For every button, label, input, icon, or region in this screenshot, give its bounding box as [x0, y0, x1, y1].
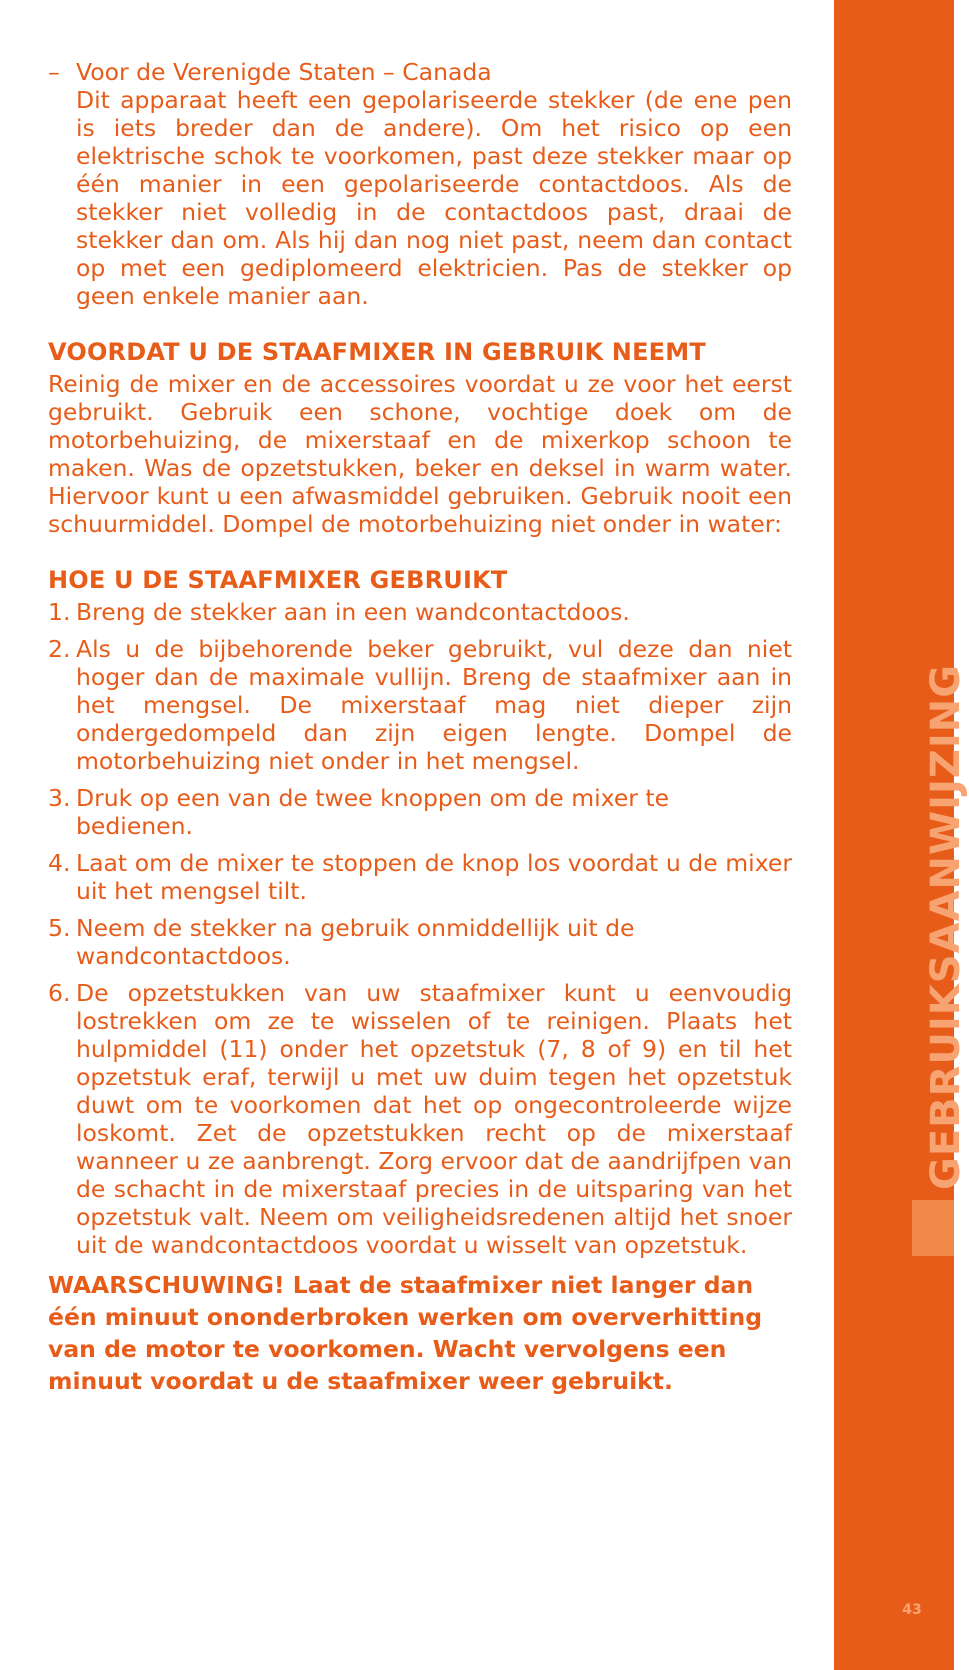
intro-heading: Voor de Verenigde Staten – Canada: [76, 58, 492, 86]
sidebar-label: GEBRUIKSAANWIJZING: [923, 663, 969, 1190]
list-item-text: Laat om de mixer te stoppen de knop los voordat u de mixer uit het mengsel tilt.: [76, 849, 792, 905]
page-content: [48, 58, 792, 1397]
list-item: [48, 784, 792, 840]
section-before-use-heading: VOORDAT U DE STAAFMIXER IN GEBRUIK NEEMT: [48, 338, 706, 366]
warning-text: WAARSCHUWING! Laat de staafmixer niet langer dan één minuut ononderbroken werken om oververhitting van de motor te voorkomen. Wacht vervolgens een minuut voordat u de staafmixer weer gebruikt.: [48, 1271, 763, 1395]
list-item-number: 5.: [48, 914, 71, 942]
section-how-to-use: [48, 566, 792, 1259]
section-before-use: [48, 338, 792, 538]
list-item-number: 6.: [48, 979, 71, 1007]
list-item-number: 2.: [48, 635, 71, 663]
instructions-list: [48, 598, 792, 1259]
list-item-text: Breng de stekker aan in een wandcontactdoos.: [76, 598, 630, 626]
list-item: [48, 849, 792, 905]
list-item-number: 4.: [48, 849, 71, 877]
section-how-to-use-heading: HOE U DE STAAFMIXER GEBRUIKT: [48, 566, 508, 594]
sidebar-tab-marker: [912, 1200, 954, 1256]
list-item-number: 1.: [48, 598, 71, 626]
list-item-text: Als u de bijbehorende beker gebruikt, vul deze dan niet hoger dan de maximale vullijn. Breng de staafmixer aan in het mengsel. De mixerstaaf mag niet dieper zijn ondergedompeld dan zijn eigen lengte. Dompel de motorbehuizing niet onder in het mengsel.: [76, 635, 792, 775]
intro-dash: –: [48, 58, 60, 86]
sidebar-band: [834, 0, 969, 1670]
list-item-text: De opzetstukken van uw staafmixer kunt u eenvoudig lostrekken om ze te wisselen of te reinigen. Plaats het hulpmiddel (11) onder het opzetstuk (7, 8 of 9) en til het opzetstuk eraf, terwijl u met uw duim tegen het opzetstuk duwt om te voorkomen dat het op ongecontroleerde wijze loskomt. Zet de opzetstukken recht op de mixerstaaf wanneer u ze aanbrengt. Zorg ervoor dat de aandrijfpen van de schacht in de mixerstaaf precies in de uitsparing van het opzetstuk valt. Neem om veiligheidsredenen altijd het snoer uit de wandcontactdoos voordat u wisselt van opzetstuk.: [76, 979, 792, 1259]
intro-text: Dit apparaat heeft een gepolariseerde stekker (de ene pen is iets breder dan de andere). Om het risico op een elektrische schok te voorkomen, past deze stekker maar op één manier in een gepolariseerde contactdoos. Als de stekker niet volledig in de contactdoos past, draai de stekker dan om. Als hij dan nog niet past, neem dan contact op met een gediplomeerd elektricien. Pas de stekker op geen enkele manier aan.: [76, 86, 792, 310]
list-item-number: 3.: [48, 784, 71, 812]
intro-block: [48, 58, 792, 310]
list-item: [48, 635, 792, 775]
section-before-use-text: Reinig de mixer en de accessoires voordat u ze voor het eerst gebruikt. Gebruik een schone, vochtige doek om de motorbehuizing, de mixerstaaf en de mixerkop schoon te maken. Was de opzetstukken, beker en deksel in warm water. Hiervoor kunt u een afwasmiddel gebruiken. Gebruik nooit een schuurmiddel. Dompel de motorbehuizing niet onder in water:: [48, 370, 792, 538]
list-item: [48, 914, 792, 970]
page-number: 43: [902, 1602, 922, 1618]
list-item: [48, 598, 792, 626]
list-item-text: Neem de stekker na gebruik onmiddellijk uit de wandcontactdoos.: [76, 914, 635, 970]
list-item: [48, 979, 792, 1259]
list-item-text: Druk op een van de twee knoppen om de mixer te bedienen.: [76, 784, 670, 840]
